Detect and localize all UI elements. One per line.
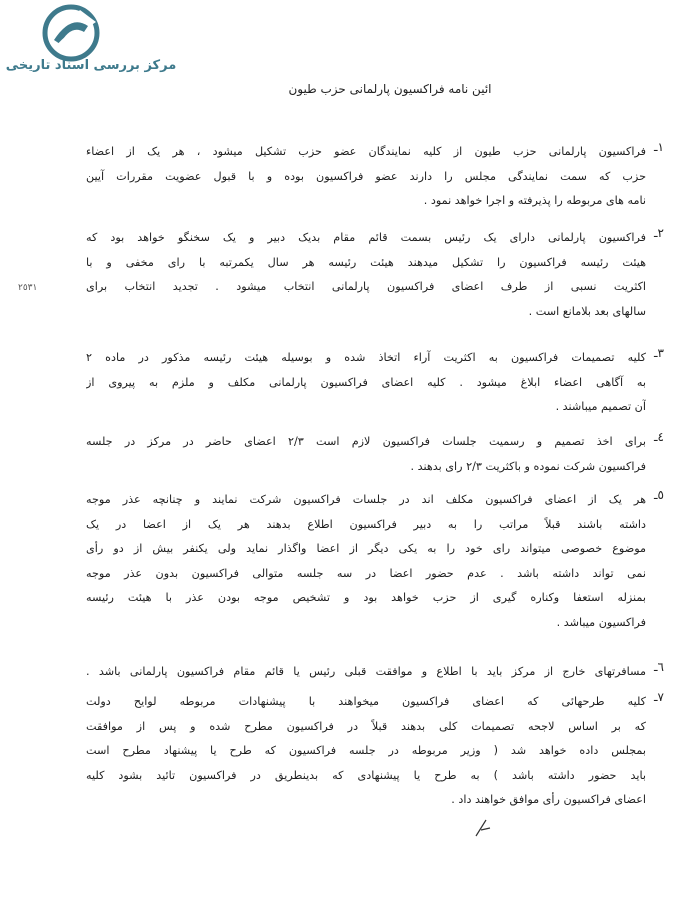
archive-label: مرکز بررسی اسناد تاریخی — [5, 58, 177, 73]
archive-logo-icon — [40, 4, 102, 62]
clause-line: فراکسیون پارلمانی حزب طیون از کلیه نمایندگان عضو حزب تشکیل میشود ، هر یک از اعضاء — [86, 145, 646, 158]
clause-number: ٢ـ — [654, 226, 664, 240]
clause-line: اعضای فراکسیون رأی موافق خواهند داد . — [451, 793, 646, 806]
margin-mark: ٢٥٣١ — [18, 283, 38, 293]
clause-line: برای اخذ تصمیم و رسمیت جلسات فراکسیون لازم است ٢/٣ اعضای حاضر در مرکز در جلسه — [86, 435, 646, 448]
clause-3 — [86, 346, 664, 420]
clause-4 — [86, 430, 664, 479]
document-title: ائین نامه فراکسیون پارلمانی حزب طیون — [288, 82, 492, 96]
clause-5 — [86, 488, 664, 635]
clause-number: ٣ـ — [654, 346, 664, 360]
handwritten-mark-icon — [472, 816, 496, 840]
clause-line: بمنزله استعفا وکناره گیری از حزب خواهد بود و تشخیص موجه بودن عذر با هیئت رئیسه — [86, 591, 646, 604]
clause-number: ٤ـ — [654, 430, 664, 444]
clause-number: ٦ـ — [654, 660, 664, 674]
clause-line: آن تصمیم میباشند . — [555, 400, 646, 413]
clause-line: فراکسیون شرکت نموده و باکثریت ٢/٣ رای بدهند . — [410, 459, 646, 473]
clause-number: ٧ـ — [654, 690, 664, 704]
clause-line: هر یک از اعضای فراکسیون مکلف اند در جلسات فراکسیون شرکت نمایند و چنانچه عذر موجه — [86, 493, 646, 506]
clause-line: به آگاهی اعضاء ابلاغ میشود . کلیه اعضای فراکسیون پارلمانی مکلف و ملزم به پیروی از — [86, 375, 646, 389]
clause-2 — [86, 226, 664, 324]
clause-line: نمی تواند داشته باشد . عدم حضور اعضا در سه جلسه متوالی فراکسیون بدون عذر موجه — [86, 566, 646, 580]
clause-line: موضوع خصوصی میتواند رای خود را به یکی دیگر از اعضا واگذار نماید ولی یکنفر بیش از دو رأی — [86, 542, 646, 555]
clause-line: که بر اساس لاجحه تصمیمات کلی بدهند قبلاً در فراکسیون مطرح شده و پس از موافقت — [86, 719, 646, 733]
clause-line: نامه های مربوطه را پذیرفته و اجرا خواهد نمود . — [423, 194, 646, 207]
clause-line: بمجلس داده خواهد شد ( وزیر مربوطه در جلسه فراکسیون که طرح یا پیشنهاد مطرح است — [86, 744, 646, 757]
clause-line: سالهای بعد بلامانع است . — [528, 304, 646, 318]
clause-6 — [86, 660, 664, 685]
clause-1 — [86, 140, 664, 214]
clause-line: کلیه طرحهائی که اعضای فراکسیون میخواهند با پیشنهادات مربوطه لوایح دولت — [86, 695, 646, 708]
clause-number: ٥ـ — [654, 488, 664, 502]
clause-number: ١ـ — [654, 140, 664, 154]
clause-line: باید حضور داشته باشد ) به طرح یا پیشنهادی که بدینطریق در فراکسیون تائید بشود کلیه — [86, 768, 646, 782]
clause-line: فراکسیون میباشد . — [556, 615, 646, 629]
clause-line: اکثریت نسبی از طرف اعضای فراکسیون پارلمانی انتخاب میشود . تجدید انتخاب برای — [86, 280, 646, 293]
clause-line: مسافرتهای خارج از مرکز باید با اطلاع و موافقت قبلی رئیس یا قائم مقام فراکسیون پارلمانی باشد . — [86, 665, 646, 678]
clause-line: فراکسیون پارلمانی دارای یک رئیس بسمت قائم مقام بدیک دبیر و یک سخنگو خواهد بود که — [86, 231, 646, 244]
clause-line: هیئت رئیسه فراکسیون را تشکیل میدهند هیئت رئیسه هر سال یکمرتبه با رای مخفی و با — [86, 255, 646, 269]
clause-line: داشته باشند قبلاً مراتب را به دبیر فراکسیون اطلاع بدهند هر یک از اعضا در یک — [86, 517, 646, 531]
clause-line: کلیه تصمیمات فراکسیون به اکثریت آراء اتخاذ شده و بوسیله هیئت رئیسه مذکور در ماده ٢ — [86, 351, 646, 364]
clause-line: حزب که سمت نمایندگی مجلس را دارند عضو فراکسیون بوده و با قبول عضویت مقررات آیین — [86, 169, 646, 183]
clause-7 — [86, 690, 664, 813]
